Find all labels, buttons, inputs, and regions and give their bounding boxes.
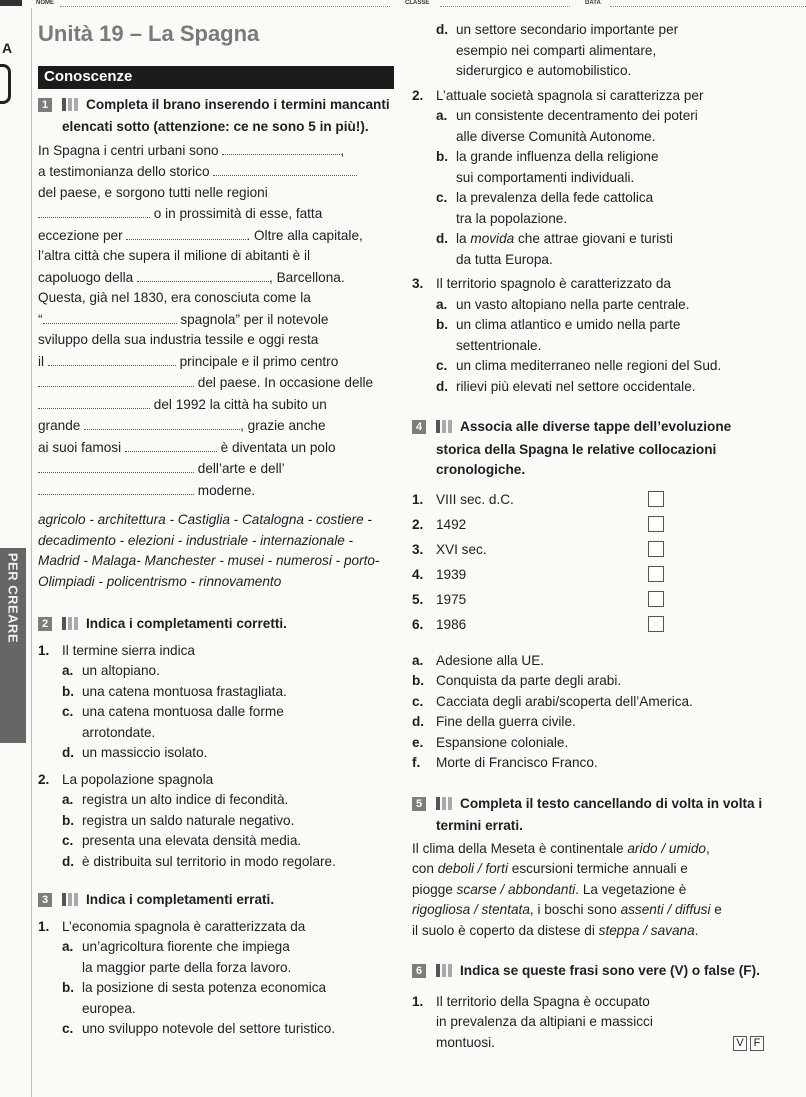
answer-box[interactable] — [648, 616, 664, 632]
data-line — [610, 6, 806, 7]
ex3-q2: 2. L’attuale società spagnola si caratterizza per a. un consistente decentramento dei poteri alle diverse Comunità Autonome. b. la grande influenza della religione sui comportamenti individuali. c. la prevalenza della fede cattolica tra la popolazione. d. la movida che attrae giovani e turisti da tutta Europa. — [412, 86, 772, 271]
option-cont: settentrionale. — [456, 337, 542, 353]
answer-box[interactable] — [648, 516, 664, 532]
blank-11[interactable] — [125, 437, 217, 452]
answer-box[interactable] — [648, 566, 664, 582]
ex2-q1: 1. Il termine sierra indica a. un altopiano. b. una catena montuosa frastagliata. c. una catena montuosa dalle forme arrotondate. d. un massiccio isolato. — [38, 641, 394, 764]
blank-4[interactable] — [126, 225, 246, 240]
date-row: 4. 1939 — [412, 562, 772, 587]
true-box[interactable]: V — [733, 1036, 747, 1051]
event-item: a. Adesione alla UE. — [412, 652, 545, 668]
option-cont: europea. — [82, 1000, 136, 1016]
difficulty-bars-icon — [62, 616, 80, 637]
event-item: f. Morte di Francisco Franco. — [412, 755, 598, 770]
ex3-q1-cont — [412, 20, 772, 82]
option[interactable]: a. registra un alto indice di fecondità. — [62, 792, 289, 807]
section-title: Conoscenze — [38, 66, 394, 89]
option[interactable]: c. la prevalenza della fede cattolica — [436, 190, 654, 205]
option-cont: tra la popolazione. — [456, 210, 568, 226]
option[interactable]: b. la grande influenza della religione — [436, 149, 659, 164]
ex4-number: 4 — [412, 420, 426, 434]
ex3-q3: 3. Il territorio spagnolo è caratterizzato da a. un vasto altopiano nella parte centrale. b. un clima atlantico e umido nella parte settentrionale. c. un clima mediterraneo nelle regioni del Sud. d. rilievi più elevati nel settore occidentale. — [412, 274, 772, 397]
option-cont: la maggior parte della forza lavoro. — [82, 959, 292, 975]
classe-line — [440, 6, 570, 7]
false-box[interactable]: F — [750, 1036, 764, 1051]
option[interactable]: b. la posizione di sesta potenza economica — [62, 980, 327, 995]
option[interactable]: c. una catena montuosa dalle forme — [62, 704, 284, 719]
option-cont: sui comportamenti individuali. — [456, 169, 635, 185]
option[interactable]: a. un altopiano. — [62, 663, 160, 678]
blank-10[interactable] — [84, 415, 240, 430]
word-bank: agricolo - architettura - Castiglia - Catalogna - costiere - decadimento - elezioni - industriale - internazionale - Madrid - Malaga- Manchester - musei - numerosi - porto- Olimpiadi - policentrismo - rinnovamento — [38, 512, 380, 589]
option[interactable]: c. uno sviluppo notevole del settore turistico. — [62, 1021, 336, 1036]
ex5-instruction: 5 Completa il testo cancellando di volta in volta i termini errati. — [412, 794, 772, 837]
answer-box[interactable] — [648, 491, 664, 507]
ex1-text: In Spagna i centri urbani sono , a testimonianza dello storico del paese, e sorgono tutti nelle regioni o in prossimità di esse, fatta eccezione per . Oltre alla capitale, l’altra città che supera il milione di abitanti è il capoluogo della , Barcellona. Questa, già nel 1830, era conosciuta come la “ spagnola” per il notevole sviluppo della sua industria tessile e oggi resta il principale e il primo centro del paese. In occasione delle del 1992 la città ha subito un grande , grazie anche ai suoi famosi è diventata un polo dell’arte e dell’ moderne. — [38, 140, 394, 502]
option[interactable]: b. registra un saldo naturale negativo. — [62, 812, 295, 828]
option-cont: esempio nei comparti alimentare, — [456, 42, 657, 58]
blank-9[interactable] — [38, 394, 150, 409]
blank-12[interactable] — [38, 458, 194, 473]
date-row: 5. 1975 — [412, 587, 772, 612]
difficulty-bars-icon — [436, 963, 454, 984]
option[interactable]: a. un consistente decentramento dei poteri — [436, 108, 698, 123]
date-row: 3. XVI sec. — [412, 537, 772, 562]
event-item: c. Cacciata degli arabi/scoperta dell’America. — [412, 693, 693, 709]
choice[interactable]: deboli / forti — [437, 861, 508, 876]
true-false-boxes — [730, 1033, 764, 1054]
date-row: 6. 1986 — [412, 612, 772, 637]
ex5-number: 5 — [412, 797, 426, 811]
option[interactable]: d. un massiccio isolato. — [62, 745, 208, 760]
nome-line — [60, 6, 390, 7]
difficulty-bars-icon — [62, 97, 80, 118]
option[interactable]: b. un clima atlantico e umido nella parte — [436, 317, 681, 332]
event-item: e. Espansione coloniale. — [412, 734, 569, 750]
difficulty-bars-icon — [436, 796, 454, 817]
difficulty-bars-icon — [62, 892, 80, 913]
option[interactable]: c. presenta una elevata densità media. — [62, 833, 302, 848]
side-tab-label-wrap — [0, 548, 26, 648]
ex1-instruction-text: Completa il brano inserendo i termini mancanti elencati sotto (attenzione: ce ne sono 5 in più!). — [62, 96, 390, 134]
option[interactable]: b. una catena montuosa frastagliata. — [62, 683, 287, 699]
choice[interactable]: steppa / savana — [598, 922, 695, 938]
option[interactable]: d. è distribuita sul territorio in modo regolare. — [62, 853, 336, 869]
answer-box[interactable] — [648, 541, 664, 557]
blank-1[interactable] — [222, 140, 340, 155]
ex6-q1: 1. Il territorio della Spagna è occupato in prevalenza da altipiani e massicci montuosi. V F — [412, 992, 772, 1054]
ex4-dates — [412, 487, 772, 637]
option-cont: siderurgico e automobilistico. — [456, 63, 632, 78]
ex3-instruction: 3 Indica i completamenti errati. — [38, 890, 394, 913]
option[interactable]: c. un clima mediterraneo nelle regioni del Sud. — [436, 358, 722, 373]
event-item: d. Fine della guerra civile. — [412, 714, 576, 729]
date-row: 1. VIII sec. d.C. — [412, 487, 772, 512]
left-column — [38, 20, 394, 1040]
side-tab-label: PER CREARE — [5, 552, 21, 644]
unit-title: Unità 19 – La Spagna — [38, 21, 260, 46]
ex4-events — [412, 651, 772, 774]
right-column — [412, 20, 772, 1053]
option[interactable]: d. rilievi più elevati nel settore occidentale. — [436, 378, 696, 394]
choice[interactable]: scarse / abbondanti — [456, 881, 576, 897]
blank-7[interactable] — [48, 351, 176, 366]
difficulty-bars-icon — [436, 419, 454, 440]
option[interactable]: d. un settore secondario importante per — [436, 22, 679, 37]
side-letter: A — [2, 40, 13, 56]
ex6-number: 6 — [412, 964, 426, 978]
choice[interactable]: rigogliosa / stentata — [412, 902, 530, 917]
ex1-number: 1 — [38, 98, 52, 112]
option[interactable]: d. la movida che attrae giovani e turisti — [436, 231, 673, 246]
choice[interactable]: arido / umido — [627, 840, 706, 856]
ex2-number: 2 — [38, 617, 52, 631]
side-bracket — [0, 64, 11, 104]
ex4-instruction: 4 Associa alle diverse tappe dell’evoluzione storica della Spagna le relative collocazioni cronologiche. — [412, 417, 772, 481]
event-item: b. Conquista da parte degli arabi. — [412, 673, 622, 688]
blank-5[interactable] — [137, 267, 269, 282]
blank-13[interactable] — [38, 480, 194, 495]
ex6-instruction: 6 Indica se queste frasi sono vere (V) o false (F). — [412, 961, 772, 984]
ex5-text: Il clima della Meseta è continentale arido / umido, con deboli / forti escursioni termiche annuali e piogge scarse / abbondanti. La vegetazione è rigogliosa / stentata, i boschi sono assenti / diffusi e il suolo è coperto da distese di steppa / savana. — [412, 840, 722, 938]
blank-8[interactable] — [38, 372, 194, 387]
ex2-instruction: 2 Indica i completamenti corretti. — [38, 614, 394, 637]
margin-line — [31, 8, 32, 1097]
header-strip — [0, 0, 806, 10]
date-row: 2. 1492 — [412, 512, 772, 537]
ex1-instruction — [38, 95, 394, 138]
blank-6[interactable] — [43, 309, 177, 324]
classe-label: CLASSE — [405, 0, 430, 6]
choice[interactable]: assenti / diffusi — [620, 902, 711, 917]
blank-3[interactable] — [38, 203, 150, 218]
option-cont: arrotondate. — [82, 724, 156, 740]
option-cont: da tutta Europa. — [456, 251, 553, 267]
ex2-q2: 2. La popolazione spagnola a. registra un alto indice di fecondità. b. registra un saldo naturale negativo. c. presenta una elevata densità media. d. è distribuita sul territorio in modo regolare. — [38, 770, 394, 873]
option[interactable]: a. un’agricoltura fiorente che impiega — [62, 939, 290, 954]
nome-label: NOME — [36, 0, 54, 6]
ex3-q1: 1. L’economia spagnola è caratterizzata da a. un’agricoltura fiorente che impiega la maggior parte della forza lavoro. b. la posizione di sesta potenza economica europea. c. uno sviluppo notevole del settore turistico. — [38, 917, 394, 1040]
data-label: DATA — [585, 0, 601, 6]
option-cont: alle diverse Comunità Autonome. — [456, 128, 656, 144]
header-block — [0, 0, 22, 6]
answer-box[interactable] — [648, 591, 664, 607]
ex3-number: 3 — [38, 893, 52, 907]
blank-2[interactable] — [213, 161, 357, 176]
option[interactable]: a. un vasto altopiano nella parte centrale. — [436, 296, 690, 312]
